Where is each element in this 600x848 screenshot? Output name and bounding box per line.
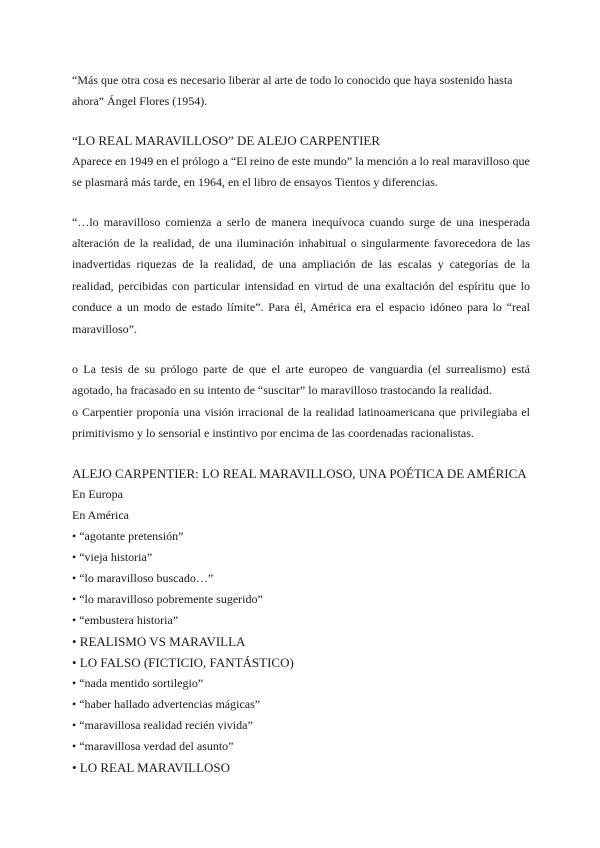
list-item: En América — [72, 507, 129, 522]
section-intro-paragraph: Aparece en 1949 en el prólogo a “El reino de este mundo” la mención a lo real maravilloso que se plasmará más tarde, en 1964, en el libro de ensayos Tientos y diferencias. — [72, 153, 530, 190]
list-item: • REALISMO VS MARAVILLA — [72, 633, 246, 649]
comparison-list — [72, 484, 530, 778]
note-paragraph-irrational-vision: o Carpentier proponía una visión irracional de la realidad latinoamericana que privilegiaba el primitivismo y lo sensorial e instintivo por encima de las coordenadas racionalistas. — [72, 404, 530, 441]
list-item: • “embustera historia” — [72, 612, 179, 627]
section-title-real-maravilloso: “LO REAL MARAVILLOSO” DE ALEJO CARPENTIER — [72, 132, 381, 148]
list-item: • “vieja historia” — [72, 549, 153, 564]
list-item: • “agotante pretensión” — [72, 528, 184, 543]
carpentier-quote-paragraph: “…lo maravilloso comienza a serlo de manera inequívoca cuando surge de una inesperada alteración de la realidad, de una iluminación inhabitual o singularmente favorecedora de las inadvertidas riquezas de la realidad, de una ampliación de las escalas y categorías de la realidad, percibidas con particular intensidad en virtud de una exaltación del espíritu que lo conduce a un modo de estado límite”. Para él, América era el espacio idóneo para lo “real maravilloso”. — [72, 214, 530, 336]
list-item: En Europa — [72, 486, 123, 501]
list-item: • “haber hallado advertencias mágicas” — [72, 696, 261, 711]
opening-quote: “Más que otra cosa es necesario liberar al arte de todo lo conocido que haya sostenido hasta ahora” Ángel Flores (1954). — [72, 73, 513, 109]
list-item: • LO FALSO (FICTICIO, FANTÁSTICO) — [72, 654, 294, 670]
list-item: • “lo maravilloso pobremente sugerido” — [72, 591, 263, 606]
document-page — [72, 70, 530, 778]
note-paragraph-surrealism: o La tesis de su prólogo parte de que el arte europeo de vanguardia (el surrealismo) está agotado, ha fracasado en su intento de “suscitar” lo maravilloso trastocando la realidad. — [72, 362, 530, 398]
list-item: • “nada mentido sortilegio” — [72, 675, 204, 690]
list-item: • “maravillosa realidad recién vivida” — [72, 717, 253, 732]
list-item: • “lo maravilloso buscado…” — [72, 570, 214, 585]
section-title-poetica-america: ALEJO CARPENTIER: LO REAL MARAVILLOSO, UNA POÉTICA DE AMÉRICA — [72, 465, 527, 481]
list-item: • LO REAL MARAVILLOSO — [72, 759, 231, 775]
list-item: • “maravillosa verdad del asunto” — [72, 738, 234, 753]
